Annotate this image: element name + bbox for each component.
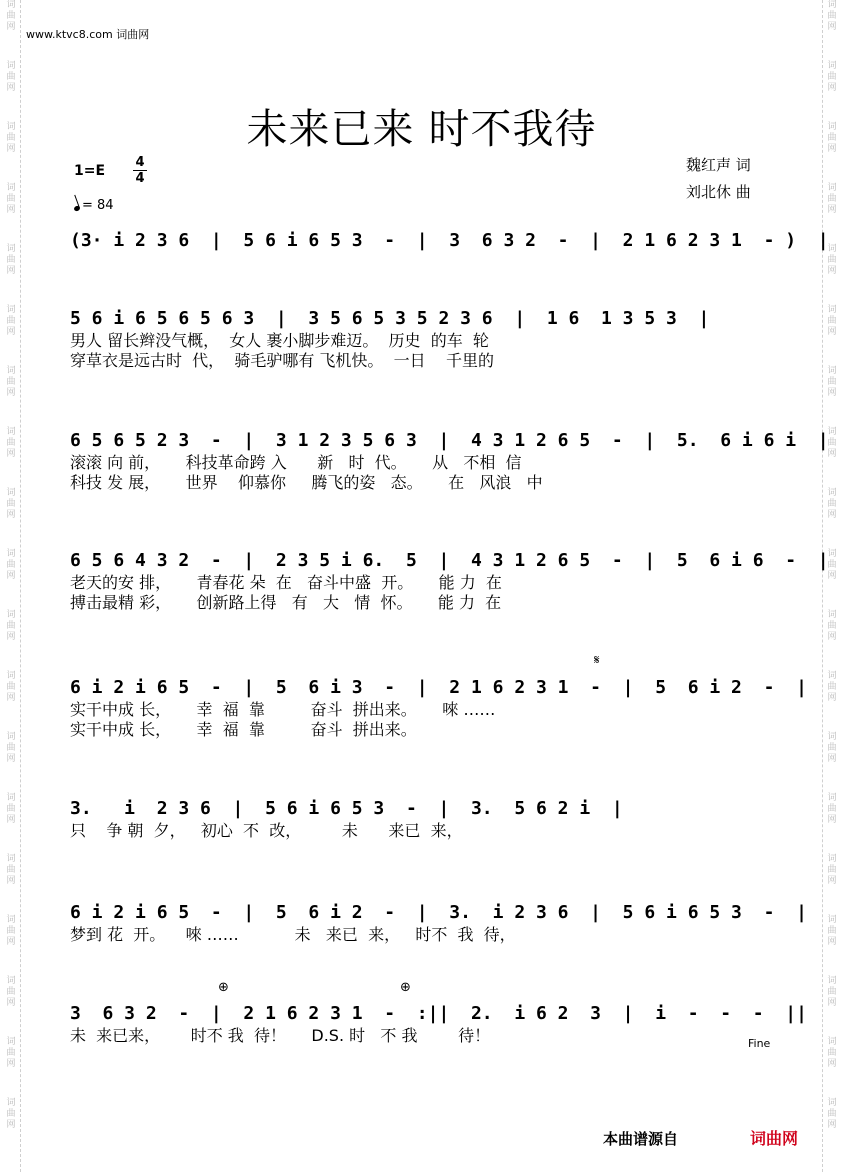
watermark-glyphs: 词 曲 网 — [6, 732, 16, 764]
quarter-note-icon — [73, 205, 80, 212]
watermark-glyphs: 词 曲 网 — [827, 732, 837, 764]
watermark-glyphs: 词 曲 网 — [827, 976, 837, 1008]
score-line-3 — [70, 429, 829, 493]
footer-source-text: 本曲谱源自 — [603, 1130, 679, 1148]
segno-sign: 𝄋 — [594, 653, 600, 668]
watermark-glyphs: 词 曲 网 — [827, 366, 837, 398]
lyric-verse-1: 梦到 花 开。 唻 …… 未 来已 来， 时不 我 待， — [70, 925, 516, 944]
time-signature — [133, 155, 147, 186]
lyricist-credit: 魏红声 词 — [686, 156, 751, 174]
right-watermark-strip — [825, 0, 839, 1172]
watermark-glyphs: 词 曲 网 — [827, 488, 837, 520]
watermark-glyphs: 词 曲 网 — [827, 1098, 837, 1130]
watermark-glyphs: 词 曲 网 — [6, 427, 16, 459]
watermark-glyphs: 词 曲 网 — [6, 244, 16, 276]
coda-sign: ⊕ — [400, 980, 411, 995]
left-dashed-edge — [20, 0, 21, 1172]
watermark-glyphs: 词 曲 网 — [6, 183, 16, 215]
watermark-glyphs: 词 曲 网 — [827, 61, 837, 93]
watermark-glyphs: 词 曲 网 — [6, 854, 16, 886]
watermark-glyphs: 词 曲 网 — [827, 915, 837, 947]
score-line-6 — [70, 797, 780, 841]
notation: (3· i 2 3 6 | 5 6 i 6 5 3 - | 3 6 3 2 - | 2 1 6 2 3 1 - ) | — [70, 230, 829, 251]
watermark-glyphs: 词 曲 网 — [6, 1037, 16, 1069]
fine-mark: Fine — [748, 1037, 771, 1050]
watermark-glyphs: 词 曲 网 — [827, 549, 837, 581]
score-line-1 — [70, 229, 829, 253]
tempo-mark — [74, 198, 114, 213]
time-top: 4 — [135, 155, 145, 170]
watermark-glyphs: 词 曲 网 — [827, 671, 837, 703]
footer-brand-link[interactable]: 词曲网 — [750, 1129, 799, 1148]
lyric-verse-1: 男人 留长辫没气概， 女人 裹小脚步难迈。 历史 的车 轮 — [70, 331, 489, 350]
watermark-glyphs: 词 曲 网 — [6, 549, 16, 581]
notation: 6 i 2 i 6 5 - | 5 6 i 2 - | 3. i 2 3 6 | 5 6 i 6 5 3 - | — [70, 902, 807, 923]
composer-credit: 刘北休 曲 — [686, 183, 751, 201]
watermark-glyphs: 词 曲 网 — [6, 915, 16, 947]
watermark-glyphs: 词 曲 网 — [6, 1098, 16, 1130]
lyric-verse-1: 未 来已来， 时不 我 待！ D.S. 时 不 我 待！ — [70, 1026, 491, 1045]
tempo-value: = 84 — [82, 198, 114, 213]
lyric-verse-2: 科技 发 展， 世界 仰慕你 腾飞的姿 态。 在 风浪 中 — [70, 473, 543, 492]
watermark-glyphs: 词 曲 网 — [6, 0, 16, 32]
score-line-2 — [70, 307, 780, 371]
watermark-glyphs: 词 曲 网 — [827, 793, 837, 825]
song-title: 未来已来 时不我待 — [246, 105, 597, 153]
right-dashed-edge — [822, 0, 823, 1172]
notation: 6 5 6 5 2 3 - | 3 1 2 3 5 6 3 | 4 3 1 2 6 5 - | 5. 6 i 6 i | — [70, 430, 829, 451]
lyric-verse-2: 穿草衣是远古时 代， 骑毛驴哪有 飞机快。 一日 千里的 — [70, 351, 494, 370]
lyric-verse-2: 实干中成 长， 幸 福 靠 奋斗 拼出来。 — [70, 720, 417, 739]
watermark-glyphs: 词 曲 网 — [6, 366, 16, 398]
watermark-glyphs: 词 曲 网 — [827, 0, 837, 32]
lyric-verse-1: 实干中成 长， 幸 福 靠 奋斗 拼出来。 唻 …… — [70, 700, 496, 719]
notation: 3 6 3 2 - | 2 1 6 2 3 1 - :|| 2. i 6 2 3 | i - - - || — [70, 1003, 807, 1024]
watermark-glyphs: 词 曲 网 — [827, 1037, 837, 1069]
site-url[interactable]: www.ktvc8.com 词曲网 — [26, 28, 150, 41]
watermark-glyphs: 词 曲 网 — [6, 122, 16, 154]
lyric-verse-1: 只 争 朝 夕， 初心 不 改， 未 来已 来， — [70, 821, 463, 840]
notation: 3. i 2 3 6 | 5 6 i 6 5 3 - | 3. 5 6 2 i | — [70, 798, 623, 819]
left-watermark-strip — [4, 0, 18, 1172]
watermark-glyphs: 词 曲 网 — [6, 610, 16, 642]
watermark-glyphs: 词 曲 网 — [6, 671, 16, 703]
watermark-glyphs: 词 曲 网 — [827, 183, 837, 215]
watermark-glyphs: 词 曲 网 — [827, 610, 837, 642]
watermark-glyphs: 词 曲 网 — [827, 854, 837, 886]
notation: 6 5 6 4 3 2 - | 2 3 5 i 6. 5 | 4 3 1 2 6 5 - | 5 6 i 6 - | — [70, 550, 829, 571]
score-line-8 — [70, 1002, 807, 1046]
watermark-glyphs: 词 曲 网 — [6, 305, 16, 337]
watermark-glyphs: 词 曲 网 — [827, 122, 837, 154]
notation: 6 i 2 i 6 5 - | 5 6 i 3 - | 2 1 6 2 3 1 - | 5 6 i 2 - | — [70, 677, 807, 698]
score-line-7 — [70, 901, 807, 945]
lyric-verse-2: 搏击最精 彩， 创新路上得 有 大 情 怀。 能 力 在 — [70, 593, 502, 612]
watermark-glyphs: 词 曲 网 — [6, 61, 16, 93]
watermark-glyphs: 词 曲 网 — [6, 976, 16, 1008]
notation: 5 6 i 6 5 6 5 6 3 | 3 5 6 5 3 5 2 3 6 | 1 6 1 3 5 3 | — [70, 308, 710, 329]
lyric-verse-1: 老天的安 排， 青春花 朵 在 奋斗中盛 开。 能 力 在 — [70, 573, 502, 592]
watermark-glyphs: 词 曲 网 — [827, 305, 837, 337]
watermark-glyphs: 词 曲 网 — [6, 793, 16, 825]
coda-sign: ⊕ — [218, 980, 229, 995]
key-signature: 1=E — [74, 163, 106, 179]
watermark-glyphs: 词 曲 网 — [827, 244, 837, 276]
watermark-glyphs: 词 曲 网 — [827, 427, 837, 459]
score-line-5 — [70, 676, 807, 740]
watermark-glyphs: 词 曲 网 — [6, 488, 16, 520]
score-line-4 — [70, 549, 829, 613]
lyric-verse-1: 滚滚 向 前， 科技革命跨 入 新 时 代。 从 不相 信 — [70, 453, 522, 472]
time-bottom: 4 — [133, 170, 147, 186]
